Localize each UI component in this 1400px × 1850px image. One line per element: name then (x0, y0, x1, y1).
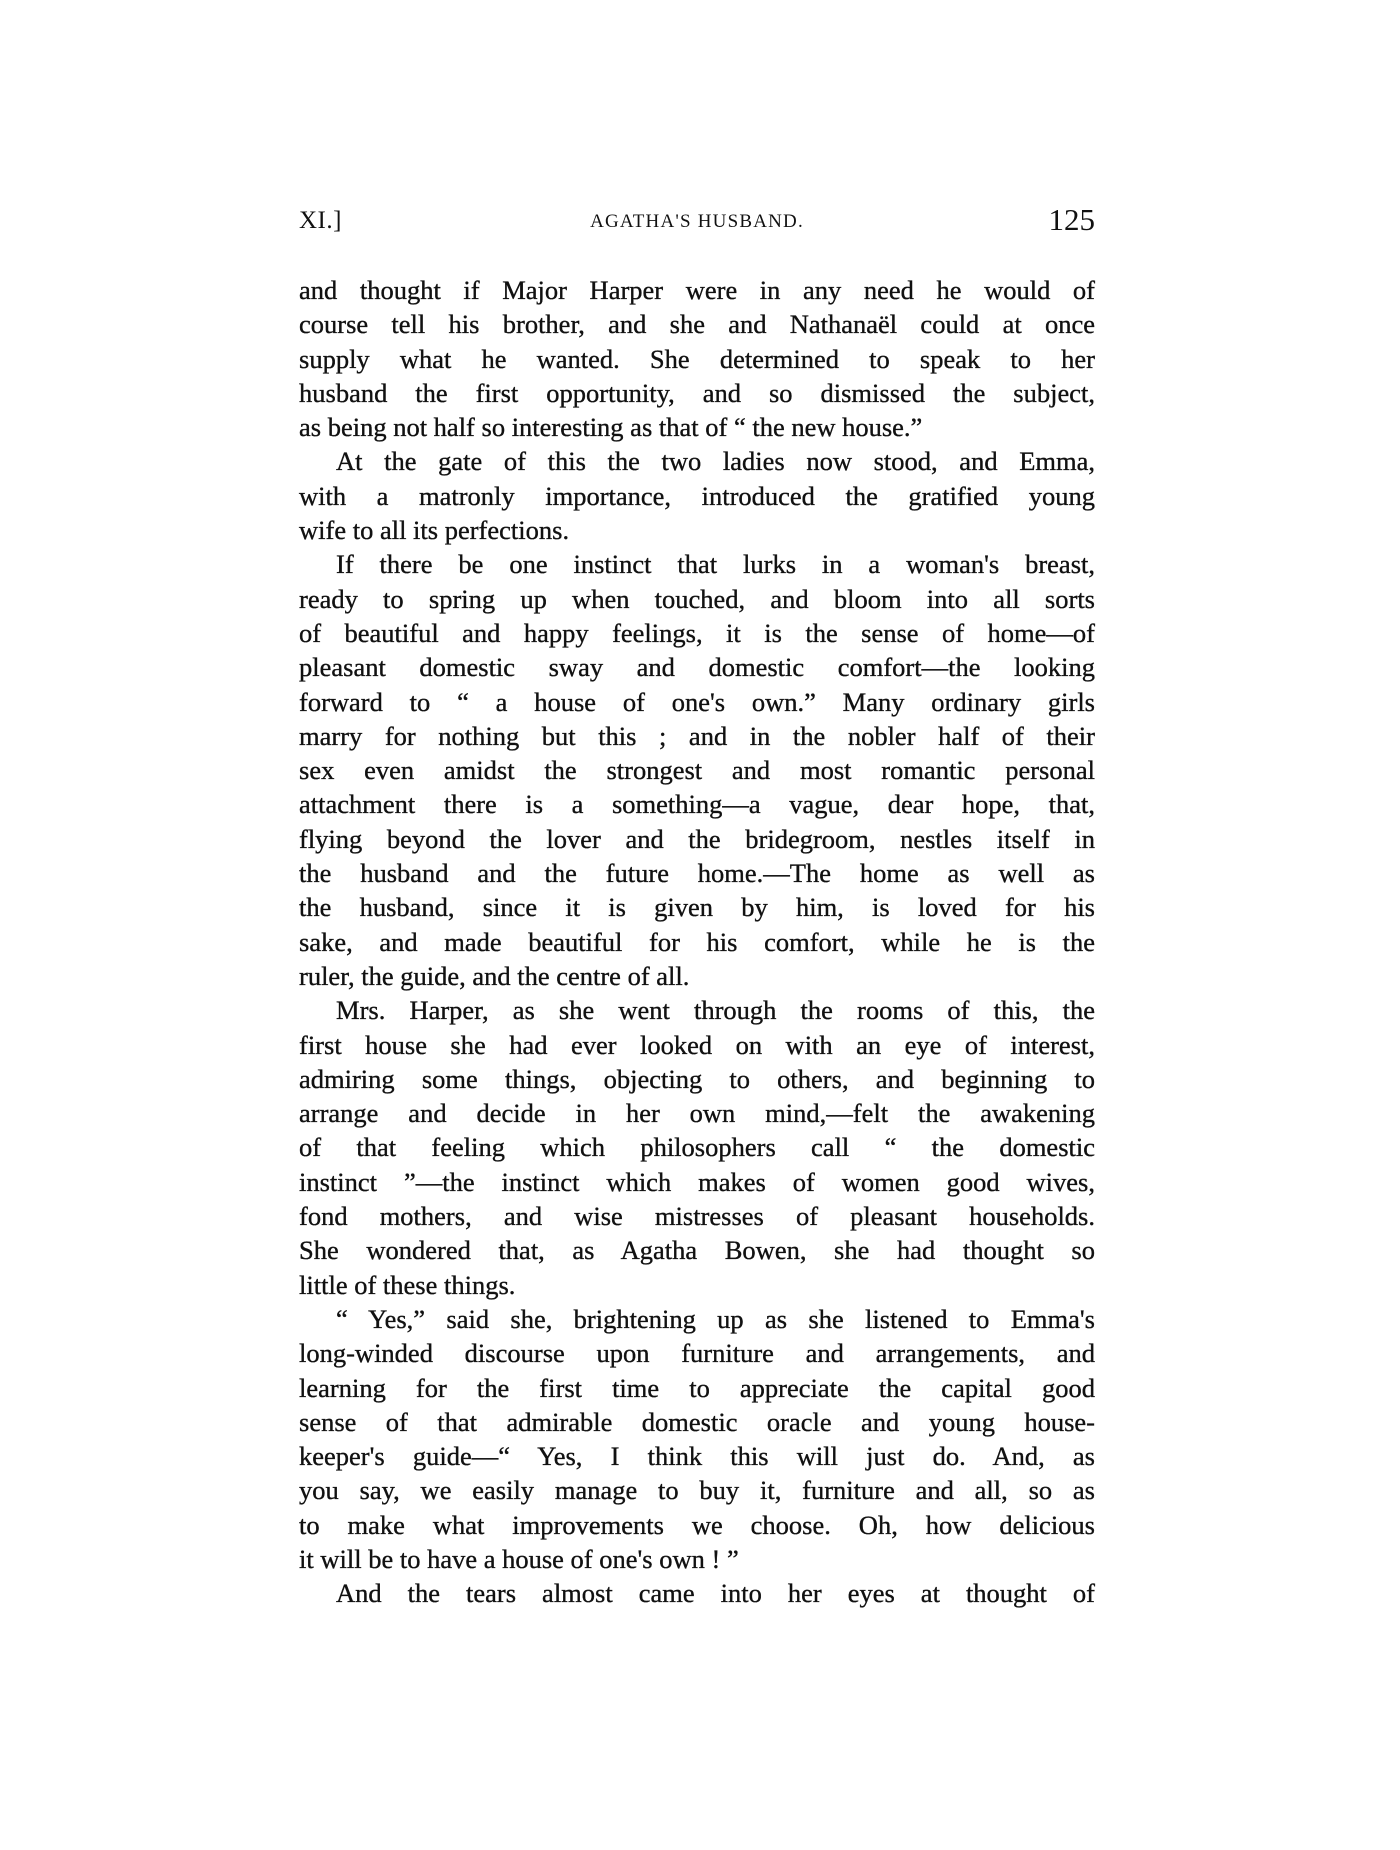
text-line: fond mothers, and wise mistresses of pleasant households. (299, 1201, 1095, 1232)
text-line: first house she had ever looked on with an eye of interest, (299, 1029, 1095, 1060)
text-line: supply what he wanted. She determined to speak to her (299, 343, 1095, 374)
text-line: wife to all its perfections. (299, 515, 570, 546)
text-line: little of these things. (299, 1269, 516, 1300)
chapter-number: XI.] (299, 207, 342, 234)
text-line: sake, and made beautiful for his comfort, while he is the (299, 926, 1095, 957)
text-line: If there be one instinct that lurks in a woman's breast, (336, 549, 1095, 580)
body-text (299, 273, 1095, 1611)
text-line: and thought if Major Harper were in any need he would of (299, 275, 1095, 305)
text-line: husband the first opportunity, and so dismissed the subject, (299, 377, 1095, 408)
text-line: the husband, since it is given by him, is loved for his (299, 892, 1095, 923)
text-line: “ Yes,” said she, brightening up as she listened to Emma's (336, 1303, 1095, 1334)
text-line: long-winded discourse upon furniture and arrangements, and (299, 1338, 1095, 1369)
text-line: ready to spring up when touched, and bloom into all sorts (299, 583, 1095, 614)
text-line: arrange and decide in her own mind,—felt the awakening (299, 1098, 1095, 1129)
text-line: admiring some things, objecting to others, and beginning to (299, 1063, 1095, 1094)
text-line: keeper's guide—“ Yes, I think this will just do. And, as (299, 1441, 1095, 1472)
text-line: to make what improvements we choose. Oh, how delicious (299, 1509, 1095, 1540)
text-line: Mrs. Harper, as she went through the rooms of this, the (336, 995, 1095, 1026)
text-line: learning for the first time to appreciate the capital good (299, 1372, 1095, 1403)
text-line: course tell his brother, and she and Nathanaël could at once (299, 309, 1095, 340)
text-line: the husband and the future home.—The home as well as (299, 858, 1095, 889)
text-line: instinct ”—the instinct which makes of women good wives, (299, 1166, 1095, 1197)
text-line: ruler, the guide, and the centre of all. (299, 960, 690, 991)
text-line: attachment there is a something—a vague, dear hope, that, (299, 789, 1095, 820)
text-line: it will be to have a house of one's own ! ” (299, 1543, 739, 1574)
text-line: At the gate of this the two ladies now stood, and Emma, (336, 446, 1095, 477)
text-line: flying beyond the lover and the bridegroom, nestles itself in (299, 823, 1095, 854)
running-header (299, 203, 1095, 243)
text-line: of that feeling which philosophers call “ the domestic (299, 1132, 1095, 1163)
text-line: marry for nothing but this ; and in the nobler half of their (299, 720, 1095, 751)
text-line: you say, we easily manage to buy it, furniture and all, so as (299, 1475, 1095, 1506)
text-line: forward to “ a house of one's own.” Many ordinary girls (299, 686, 1095, 717)
text-line: And the tears almost came into her eyes at thought of (336, 1578, 1095, 1609)
text-line: She wondered that, as Agatha Bowen, she had thought so (299, 1235, 1095, 1266)
text-line: sense of that admirable domestic oracle and young house- (299, 1406, 1095, 1437)
text-line: of beautiful and happy feelings, it is the sense of home—of (299, 617, 1095, 648)
text-line: as being not half so interesting as that of “ the new house.” (299, 412, 923, 443)
running-title: AGATHA'S HUSBAND. (590, 211, 804, 232)
text-line: with a matronly importance, introduced the gratified young (299, 480, 1095, 511)
page-number: 125 (1048, 202, 1095, 237)
text-line: sex even amidst the strongest and most romantic personal (299, 755, 1095, 786)
text-line: pleasant domestic sway and domestic comfort—the looking (299, 652, 1095, 683)
